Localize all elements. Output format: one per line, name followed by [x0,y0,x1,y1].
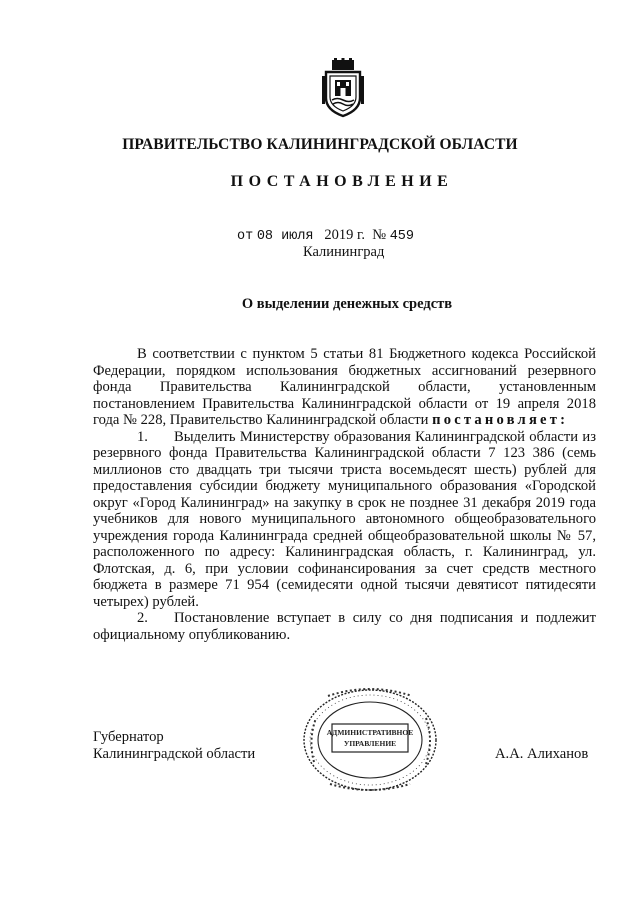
signatory-name: А.А. Алиханов [495,746,589,762]
coat-of-arms-icon [318,58,368,118]
preamble-text: В соответствии с пунктом 5 статьи 81 Бюджетного кодекса Российской Федерации, порядком использования бюджетных ассигнований резервного фонда Правительства Калининградской области, установленным постановлением Правительства Калининградской области от 19 апреля 2018 года № 228, Правительство Калининградской области [93,346,596,428]
clause-2 [93,610,596,643]
decree-word: постановляет: [432,412,569,428]
stamp-text-line-2: УПРАВЛЕНИЕ [343,739,397,748]
date-day-month: 08 июля [256,229,314,244]
signatory-title-line-2: Калининградской области [93,746,256,762]
document-subject: О выделении денежных средств [241,296,453,312]
clause-1-text: Выделить Министерству образования Калининградской области из резервного фонда Правительства Калининградской области 7 123 386 (семь миллионов сто двадцать три тысячи триста восемьдесят шесть) рублей для предоставления субсидии бюджету муниципального образования «Городской округ «Город Калининград» на закупку в срок не позднее 31 декабря 2019 года учебников для нового муниципального автономного общеобразовательного учреждения города Калининграда средней общеобразовательной школы № 57, расположенного по адресу: Калининградская область, г. Калининград, ул. Флотская, д. 6, при условии софинансирования за счет средств местного бюджета в размере 71 954 (семидесяти одной тысячи девятисот пятидесяти четырех) рублей. [93,428,596,610]
clause-1 [93,429,596,611]
number-value: 459 [389,229,415,244]
document-type-heading: ПОСТАНОВЛЕНИЕ [230,173,454,190]
date-number-line [237,227,414,244]
city-label: Калининград [303,244,385,260]
official-stamp-icon [298,684,442,794]
number-label: № [372,227,387,243]
date-year: 2019 г. [324,227,365,243]
date-prefix: от [237,229,254,244]
stamp-text-line-1: АДМИНИСТРАТИВНОЕ [326,728,414,737]
preamble-paragraph [93,346,596,429]
organization-title: ПРАВИТЕЛЬСТВО КАЛИНИНГРАДСКОЙ ОБЛАСТИ [122,136,518,153]
document-body [93,346,596,643]
signatory-title-line-1: Губернатор [93,729,164,745]
signatory-title [93,729,255,763]
clause-2-text: Постановление вступает в силу со дня подписания и подлежит официальному опубликованию. [93,610,596,643]
clause-1-number: 1. [137,428,148,445]
clause-2-number: 2. [137,610,148,626]
